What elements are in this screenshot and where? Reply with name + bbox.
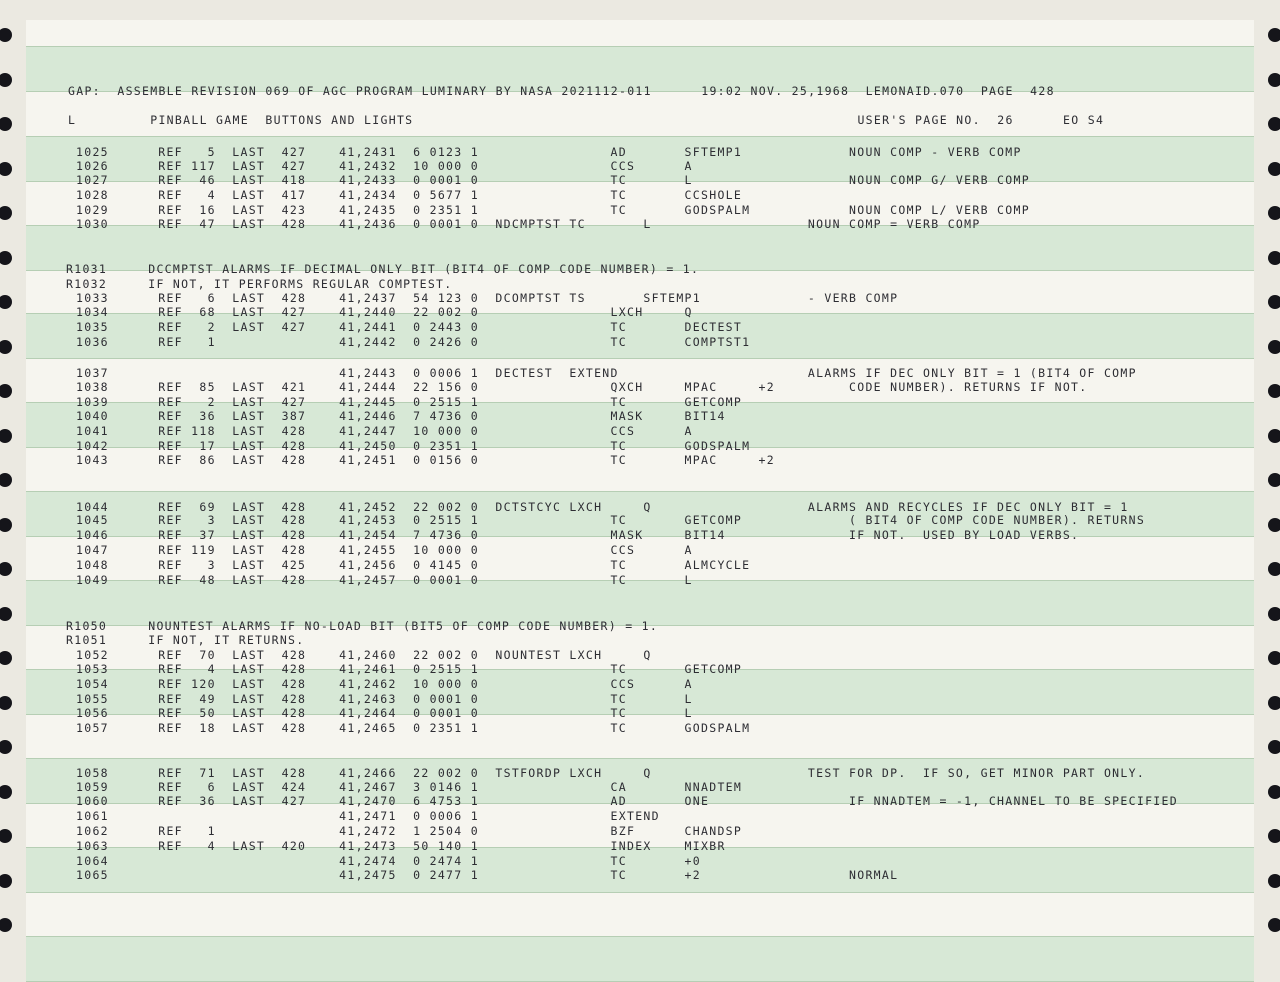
tractor-feed-hole <box>0 562 12 576</box>
tractor-feed-hole <box>0 473 12 487</box>
remark-line: R1050 NOUNTEST ALARMS IF NO-LOAD BIT (BIT5 OF COMP CODE NUMBER) = 1. <box>66 619 659 633</box>
tractor-feed-hole <box>0 874 12 888</box>
listing-line: 1033 REF 6 LAST 428 41,2437 54 123 0 DCOMPTST TS SFTEMP1 - VERB COMP <box>76 291 899 305</box>
tractor-feed-hole <box>1268 829 1280 843</box>
listing-line: 1063 REF 4 LAST 420 41,2473 50 140 1 INDEX MIXBR <box>76 839 726 853</box>
listing-line: 1053 REF 4 LAST 428 41,2461 0 2515 1 TC GETCOMP <box>76 662 743 676</box>
listing-line: 1061 41,2471 0 0006 1 EXTEND <box>76 809 660 823</box>
listing-line: 1062 REF 1 41,2472 1 2504 0 BZF CHANDSP <box>76 824 743 838</box>
listing-line: 1025 REF 5 LAST 427 41,2431 6 0123 1 AD SFTEMP1 NOUN COMP - VERB COMP <box>76 145 1022 159</box>
listing-line: 1027 REF 46 LAST 418 41,2433 0 0001 0 TC L NOUN COMP G/ VERB COMP <box>76 173 1030 187</box>
tractor-feed-hole <box>0 829 12 843</box>
tractor-feed-hole <box>0 918 12 932</box>
tractor-feed-hole <box>1268 73 1280 87</box>
tractor-feed-hole <box>1268 473 1280 487</box>
tractor-feed-hole <box>0 206 12 220</box>
listing-line: 1029 REF 16 LAST 423 41,2435 0 2351 1 TC GODSPALM NOUN COMP L/ VERB COMP <box>76 203 1030 217</box>
tractor-feed-hole <box>0 73 12 87</box>
listing-line: 1043 REF 86 LAST 428 41,2451 0 0156 0 TC MPAC +2 <box>76 453 776 467</box>
listing-line: 1035 REF 2 LAST 427 41,2441 0 2443 0 TC DECTEST <box>76 320 743 334</box>
tractor-feed-hole <box>1268 429 1280 443</box>
tractor-feed-hole <box>1268 340 1280 354</box>
tractor-feed-hole <box>0 117 12 131</box>
listing-line: 1037 41,2443 0 0006 1 DECTEST EXTEND ALARMS IF DEC ONLY BIT = 1 (BIT4 OF COMP <box>76 366 1137 380</box>
listing-line: 1040 REF 36 LAST 387 41,2446 7 4736 0 MASK BIT14 <box>76 409 726 423</box>
listing-line: 1059 REF 6 LAST 424 41,2467 3 0146 1 CA NNADTEM <box>76 780 743 794</box>
tractor-feed-hole <box>1268 206 1280 220</box>
tractor-feed-hole <box>1268 28 1280 42</box>
listing-line: 1049 REF 48 LAST 428 41,2457 0 0001 0 TC L <box>76 573 693 587</box>
listing-line: 1039 REF 2 LAST 427 41,2445 0 2515 1 TC GETCOMP <box>76 395 743 409</box>
tractor-feed-hole <box>1268 651 1280 665</box>
tractor-feed-hole <box>0 785 12 799</box>
listing-line: 1064 41,2474 0 2474 1 TC +0 <box>76 854 701 868</box>
tractor-feed-hole <box>1268 117 1280 131</box>
listing-line: 1034 REF 68 LAST 427 41,2440 22 002 0 LXCH Q <box>76 305 693 319</box>
tractor-feed-hole <box>1268 696 1280 710</box>
remark-line: R1031 DCCMPTST ALARMS IF DECIMAL ONLY BIT (BIT4 OF COMP CODE NUMBER) = 1. <box>66 262 700 276</box>
tractor-feed-hole <box>1268 162 1280 176</box>
tractor-feed-hole <box>1268 918 1280 932</box>
listing-line: 1052 REF 70 LAST 428 41,2460 22 002 0 NOUNTEST LXCH Q <box>76 648 652 662</box>
tractor-feed-hole <box>0 518 12 532</box>
listing-line: 1047 REF 119 LAST 428 41,2455 10 000 0 CCS A <box>76 543 693 557</box>
tractor-feed-hole <box>1268 518 1280 532</box>
listing-line: 1048 REF 3 LAST 425 41,2456 0 4145 0 TC ALMCYCLE <box>76 558 751 572</box>
listing-line: 1056 REF 50 LAST 428 41,2464 0 0001 0 TC L <box>76 706 693 720</box>
listing-line: 1045 REF 3 LAST 428 41,2453 0 2515 1 TC GETCOMP ( BIT4 OF COMP CODE NUMBER). RETURNS <box>76 513 1146 527</box>
tractor-feed-hole <box>0 251 12 265</box>
tractor-feed-hole <box>0 696 12 710</box>
listing-line: 1026 REF 117 LAST 427 41,2432 10 000 0 CCS A <box>76 159 693 173</box>
green-bar <box>26 936 1254 982</box>
listing-line: 1058 REF 71 LAST 428 41,2466 22 002 0 TSTFORDP LXCH Q TEST FOR DP. IF SO, GET MINOR PART ONLY. <box>76 766 1146 780</box>
tractor-feed-hole <box>1268 295 1280 309</box>
listing-line: 1065 41,2475 0 2477 1 TC +2 NORMAL <box>76 868 899 882</box>
tractor-feed-hole <box>0 28 12 42</box>
listing-line: 1030 REF 47 LAST 428 41,2436 0 0001 0 NDCMPTST TC L NOUN COMP = VERB COMP <box>76 217 981 231</box>
listing-line: 1036 REF 1 41,2442 0 2426 0 TC COMPTST1 <box>76 335 751 349</box>
tractor-feed-hole <box>0 607 12 621</box>
tractor-feed-hole <box>1268 562 1280 576</box>
tractor-feed-hole <box>0 384 12 398</box>
listing-line: 1046 REF 37 LAST 428 41,2454 7 4736 0 MASK BIT14 IF NOT. USED BY LOAD VERBS. <box>76 528 1080 542</box>
tractor-feed-hole <box>0 740 12 754</box>
tractor-feed-hole <box>1268 607 1280 621</box>
section-header: L PINBALL GAME BUTTONS AND LIGHTS USER'S PAGE NO. 26 EO S4 <box>68 113 1105 127</box>
tractor-feed-hole <box>1268 785 1280 799</box>
listing-line: 1057 REF 18 LAST 428 41,2465 0 2351 1 TC GODSPALM <box>76 721 751 735</box>
tractor-feed-hole <box>0 651 12 665</box>
remark-line: R1051 IF NOT, IT RETURNS. <box>66 633 305 647</box>
listing-line: 1042 REF 17 LAST 428 41,2450 0 2351 1 TC GODSPALM <box>76 439 751 453</box>
listing-line: 1055 REF 49 LAST 428 41,2463 0 0001 0 TC L <box>76 692 693 706</box>
tractor-feed-hole <box>0 295 12 309</box>
listing-line: 1041 REF 118 LAST 428 41,2447 10 000 0 CCS A <box>76 424 693 438</box>
tractor-feed-hole <box>1268 874 1280 888</box>
listing-line: 1028 REF 4 LAST 417 41,2434 0 5677 1 TC CCSHOLE <box>76 188 743 202</box>
listing-line: 1044 REF 69 LAST 428 41,2452 22 002 0 DCTSTCYC LXCH Q ALARMS AND RECYCLES IF DEC ONLY BIT = 1 <box>76 500 1129 514</box>
listing-line: 1060 REF 36 LAST 427 41,2470 6 4753 1 AD ONE IF NNADTEM = -1, CHANNEL TO BE SPECIFIED <box>76 794 1178 808</box>
tractor-feed-hole <box>0 340 12 354</box>
tractor-feed-hole <box>1268 740 1280 754</box>
remark-line: R1032 IF NOT, IT PERFORMS REGULAR COMPTEST. <box>66 277 453 291</box>
listing-line: 1054 REF 120 LAST 428 41,2462 10 000 0 CCS A <box>76 677 693 691</box>
listing-header: GAP: ASSEMBLE REVISION 069 OF AGC PROGRAM LUMINARY BY NASA 2021112-011 19:02 NOV. 25,1968 LEMONAID.070 PAGE 428 <box>68 84 1055 98</box>
listing-line: 1038 REF 85 LAST 421 41,2444 22 156 0 QXCH MPAC +2 CODE NUMBER). RETURNS IF NOT. <box>76 380 1088 394</box>
tractor-feed-hole <box>0 162 12 176</box>
tractor-feed-hole <box>1268 251 1280 265</box>
tractor-feed-hole <box>0 429 12 443</box>
tractor-feed-hole <box>1268 384 1280 398</box>
